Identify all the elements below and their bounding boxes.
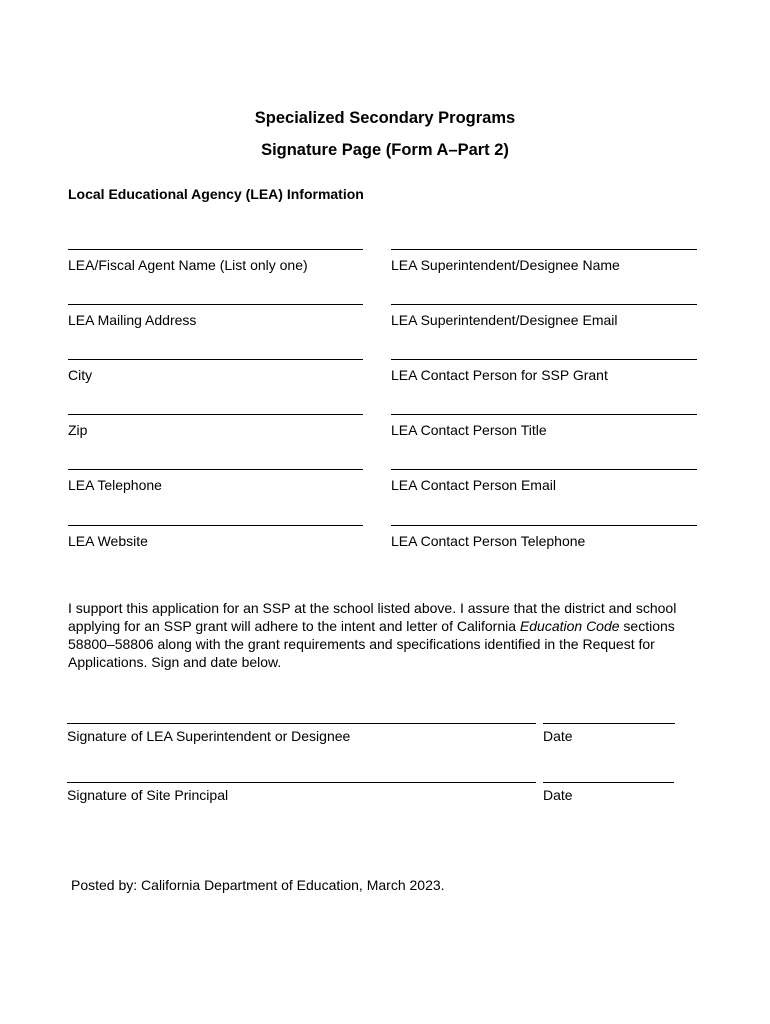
date-superintendent[interactable]	[543, 723, 675, 744]
field-label: LEA Mailing Address	[68, 312, 197, 328]
assurance-text-start: I support this application for an SSP at the school listed above. I assure that the district and school applying for an SSP grant will adhere to the intent and letter of California	[68, 600, 677, 634]
field-lea-fiscal-agent-name[interactable]	[68, 249, 363, 273]
field-label: LEA Contact Person for SSP Grant	[391, 367, 608, 383]
field-label: LEA Contact Person Email	[391, 477, 556, 493]
field-label: LEA/Fiscal Agent Name (List only one)	[68, 257, 308, 273]
document-subtitle: Signature Page (Form A–Part 2)	[261, 141, 509, 159]
date-label: Date	[543, 787, 573, 803]
date-site-principal[interactable]	[543, 782, 674, 803]
assurance-paragraph	[68, 599, 688, 671]
posted-by-footer: Posted by: California Department of Education, March 2023.	[71, 877, 445, 893]
fill-in-line[interactable]	[68, 359, 363, 360]
fill-in-line[interactable]	[391, 525, 697, 526]
fill-in-line[interactable]	[68, 304, 363, 305]
fill-in-line[interactable]	[391, 249, 697, 250]
date-line[interactable]	[543, 782, 674, 783]
assurance-text-end: sections 58800–58806 along with the grant requirements and specifications identified in the Request for Applications. Sign and date below.	[68, 618, 675, 670]
fill-in-line[interactable]	[68, 469, 363, 470]
field-label: LEA Superintendent/Designee Email	[391, 312, 618, 328]
field-label: Zip	[68, 422, 88, 438]
field-label: City	[68, 367, 93, 383]
field-zip[interactable]	[68, 414, 363, 438]
assurance-emphasis: Education Code	[519, 618, 620, 634]
fill-in-line[interactable]	[68, 525, 363, 526]
field-contact-person-telephone[interactable]	[391, 525, 697, 549]
field-label: LEA Website	[68, 533, 148, 549]
signature-label: Signature of LEA Superintendent or Designee	[67, 728, 351, 744]
field-superintendent-name[interactable]	[391, 249, 697, 273]
field-contact-person-email[interactable]	[391, 469, 697, 493]
field-lea-mailing-address[interactable]	[68, 304, 363, 328]
signature-line[interactable]	[67, 782, 536, 783]
date-label: Date	[543, 728, 573, 744]
fill-in-line[interactable]	[68, 414, 363, 415]
date-line[interactable]	[543, 723, 675, 724]
field-contact-person-title[interactable]	[391, 414, 697, 438]
signature-site-principal[interactable]	[67, 782, 536, 803]
field-superintendent-email[interactable]	[391, 304, 697, 328]
field-label: LEA Telephone	[68, 477, 162, 493]
field-label: LEA Contact Person Title	[391, 422, 547, 438]
field-lea-website[interactable]	[68, 525, 363, 549]
signature-line[interactable]	[67, 723, 536, 724]
field-lea-telephone[interactable]	[68, 469, 363, 493]
field-label: LEA Contact Person Telephone	[391, 533, 586, 549]
field-city[interactable]	[68, 359, 363, 383]
fill-in-line[interactable]	[391, 469, 697, 470]
fill-in-line[interactable]	[391, 414, 697, 415]
signature-label: Signature of Site Principal	[67, 787, 229, 803]
document-title: Specialized Secondary Programs	[254, 109, 516, 127]
fill-in-line[interactable]	[391, 304, 697, 305]
field-contact-person[interactable]	[391, 359, 697, 383]
field-label: LEA Superintendent/Designee Name	[391, 257, 620, 273]
section-heading: Local Educational Agency (LEA) Information	[68, 186, 364, 202]
fill-in-line[interactable]	[391, 359, 697, 360]
signature-superintendent[interactable]	[67, 723, 536, 744]
fill-in-line[interactable]	[68, 249, 363, 250]
